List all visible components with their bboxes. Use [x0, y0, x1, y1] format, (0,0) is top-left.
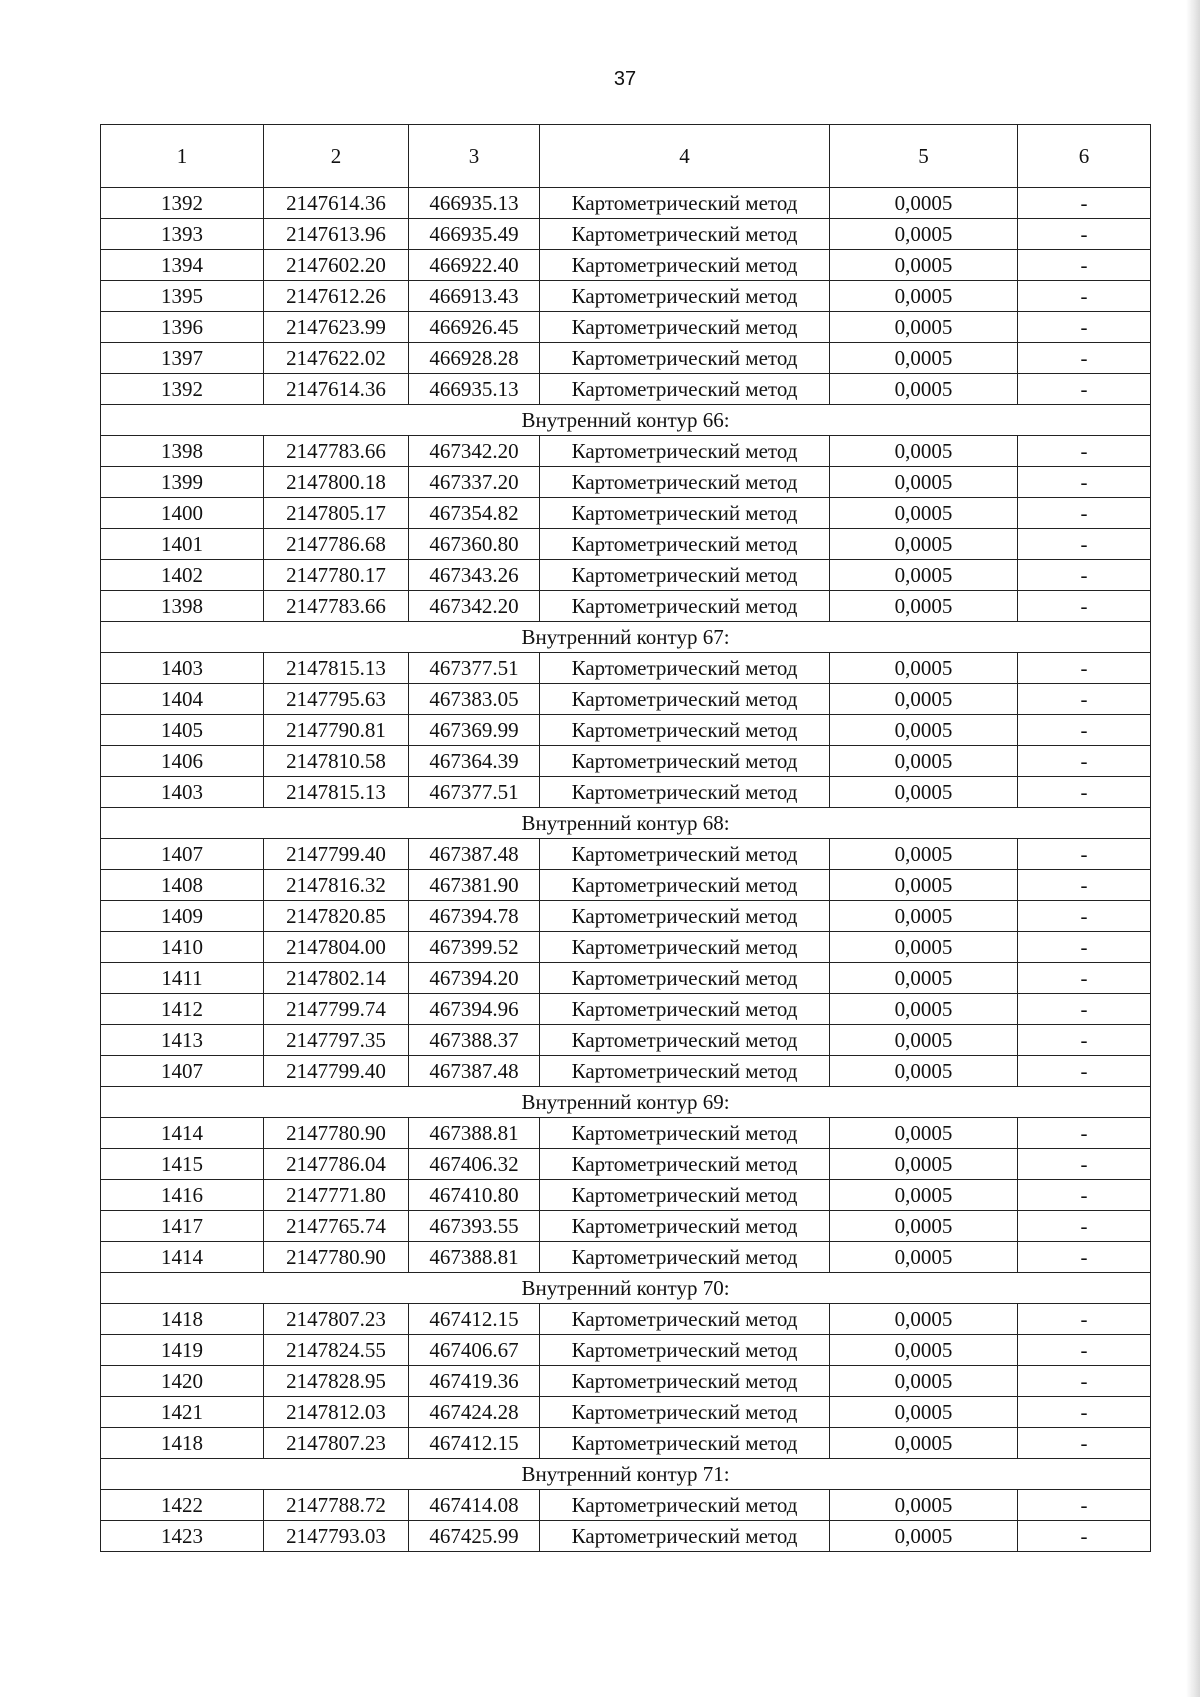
cell-y-coordinate: 467425.99	[409, 1521, 540, 1552]
table-row	[101, 777, 1151, 808]
cell-point-number: 1416	[101, 1180, 264, 1211]
cell-y-coordinate: 467412.15	[409, 1304, 540, 1335]
cell-note: -	[1018, 1118, 1151, 1149]
cell-accuracy: 0,0005	[830, 498, 1018, 529]
cell-note: -	[1018, 1366, 1151, 1397]
cell-x-coordinate: 2147771.80	[264, 1180, 409, 1211]
cell-y-coordinate: 467393.55	[409, 1211, 540, 1242]
cell-accuracy: 0,0005	[830, 591, 1018, 622]
cell-accuracy: 0,0005	[830, 281, 1018, 312]
cell-point-number: 1417	[101, 1211, 264, 1242]
cell-point-number: 1407	[101, 839, 264, 870]
cell-point-number: 1415	[101, 1149, 264, 1180]
cell-point-number: 1412	[101, 994, 264, 1025]
cell-x-coordinate: 2147786.68	[264, 529, 409, 560]
cell-x-coordinate: 2147800.18	[264, 467, 409, 498]
coordinates-table	[100, 124, 1151, 1552]
cell-note: -	[1018, 250, 1151, 281]
cell-method: Картометрический метод	[540, 1366, 830, 1397]
cell-accuracy: 0,0005	[830, 188, 1018, 219]
cell-method: Картометрический метод	[540, 1118, 830, 1149]
cell-y-coordinate: 467394.96	[409, 994, 540, 1025]
cell-y-coordinate: 467369.99	[409, 715, 540, 746]
cell-accuracy: 0,0005	[830, 219, 1018, 250]
cell-x-coordinate: 2147820.85	[264, 901, 409, 932]
section-label: Внутренний контур 66:	[101, 405, 1151, 436]
cell-note: -	[1018, 498, 1151, 529]
cell-x-coordinate: 2147807.23	[264, 1428, 409, 1459]
cell-point-number: 1409	[101, 901, 264, 932]
section-row	[101, 1273, 1151, 1304]
table-row	[101, 560, 1151, 591]
cell-point-number: 1403	[101, 777, 264, 808]
cell-method: Картометрический метод	[540, 281, 830, 312]
cell-accuracy: 0,0005	[830, 1056, 1018, 1087]
cell-method: Картометрический метод	[540, 219, 830, 250]
table-row	[101, 963, 1151, 994]
cell-note: -	[1018, 529, 1151, 560]
cell-accuracy: 0,0005	[830, 1304, 1018, 1335]
cell-method: Картометрический метод	[540, 591, 830, 622]
cell-method: Картометрический метод	[540, 498, 830, 529]
table-row	[101, 467, 1151, 498]
cell-note: -	[1018, 1304, 1151, 1335]
cell-point-number: 1393	[101, 219, 264, 250]
cell-accuracy: 0,0005	[830, 932, 1018, 963]
cell-method: Картометрический метод	[540, 963, 830, 994]
header-col-3: 3	[409, 125, 540, 188]
table-row	[101, 1118, 1151, 1149]
cell-y-coordinate: 466913.43	[409, 281, 540, 312]
cell-note: -	[1018, 1521, 1151, 1552]
cell-y-coordinate: 467419.36	[409, 1366, 540, 1397]
cell-point-number: 1422	[101, 1490, 264, 1521]
table-row	[101, 436, 1151, 467]
cell-note: -	[1018, 343, 1151, 374]
cell-accuracy: 0,0005	[830, 250, 1018, 281]
table-row	[101, 529, 1151, 560]
cell-y-coordinate: 467360.80	[409, 529, 540, 560]
cell-y-coordinate: 467354.82	[409, 498, 540, 529]
cell-y-coordinate: 467377.51	[409, 777, 540, 808]
cell-note: -	[1018, 777, 1151, 808]
cell-x-coordinate: 2147780.90	[264, 1118, 409, 1149]
cell-x-coordinate: 2147812.03	[264, 1397, 409, 1428]
cell-x-coordinate: 2147793.03	[264, 1521, 409, 1552]
cell-point-number: 1414	[101, 1242, 264, 1273]
scan-edge-shadow	[1186, 0, 1200, 1697]
table-row	[101, 1025, 1151, 1056]
cell-y-coordinate: 467342.20	[409, 591, 540, 622]
cell-y-coordinate: 467388.81	[409, 1242, 540, 1273]
cell-accuracy: 0,0005	[830, 684, 1018, 715]
section-row	[101, 1459, 1151, 1490]
cell-y-coordinate: 467414.08	[409, 1490, 540, 1521]
coordinates-table-container	[100, 124, 1150, 1552]
cell-note: -	[1018, 839, 1151, 870]
cell-point-number: 1419	[101, 1335, 264, 1366]
cell-method: Картометрический метод	[540, 1304, 830, 1335]
cell-y-coordinate: 467410.80	[409, 1180, 540, 1211]
table-row	[101, 498, 1151, 529]
cell-x-coordinate: 2147786.04	[264, 1149, 409, 1180]
cell-note: -	[1018, 1428, 1151, 1459]
cell-accuracy: 0,0005	[830, 529, 1018, 560]
cell-x-coordinate: 2147614.36	[264, 374, 409, 405]
cell-x-coordinate: 2147783.66	[264, 591, 409, 622]
cell-accuracy: 0,0005	[830, 746, 1018, 777]
table-row	[101, 281, 1151, 312]
cell-accuracy: 0,0005	[830, 374, 1018, 405]
table-row	[101, 1335, 1151, 1366]
cell-accuracy: 0,0005	[830, 1490, 1018, 1521]
cell-y-coordinate: 467343.26	[409, 560, 540, 591]
cell-y-coordinate: 467364.39	[409, 746, 540, 777]
cell-method: Картометрический метод	[540, 839, 830, 870]
cell-method: Картометрический метод	[540, 684, 830, 715]
cell-y-coordinate: 467394.78	[409, 901, 540, 932]
table-row	[101, 250, 1151, 281]
cell-x-coordinate: 2147828.95	[264, 1366, 409, 1397]
cell-accuracy: 0,0005	[830, 901, 1018, 932]
cell-accuracy: 0,0005	[830, 1335, 1018, 1366]
section-label: Внутренний контур 70:	[101, 1273, 1151, 1304]
section-label: Внутренний контур 69:	[101, 1087, 1151, 1118]
table-row	[101, 591, 1151, 622]
cell-point-number: 1392	[101, 188, 264, 219]
cell-x-coordinate: 2147602.20	[264, 250, 409, 281]
header-row	[101, 125, 1151, 188]
cell-point-number: 1410	[101, 932, 264, 963]
cell-note: -	[1018, 963, 1151, 994]
section-row	[101, 1087, 1151, 1118]
table-row	[101, 1180, 1151, 1211]
cell-accuracy: 0,0005	[830, 436, 1018, 467]
cell-y-coordinate: 467406.32	[409, 1149, 540, 1180]
cell-note: -	[1018, 1025, 1151, 1056]
cell-note: -	[1018, 932, 1151, 963]
cell-method: Картометрический метод	[540, 1211, 830, 1242]
cell-accuracy: 0,0005	[830, 1180, 1018, 1211]
table-body	[101, 188, 1151, 1552]
cell-note: -	[1018, 560, 1151, 591]
cell-note: -	[1018, 436, 1151, 467]
cell-method: Картометрический метод	[540, 1242, 830, 1273]
cell-y-coordinate: 466922.40	[409, 250, 540, 281]
cell-note: -	[1018, 281, 1151, 312]
cell-method: Картометрический метод	[540, 653, 830, 684]
cell-point-number: 1408	[101, 870, 264, 901]
cell-y-coordinate: 466926.45	[409, 312, 540, 343]
cell-point-number: 1400	[101, 498, 264, 529]
cell-x-coordinate: 2147824.55	[264, 1335, 409, 1366]
cell-note: -	[1018, 1180, 1151, 1211]
cell-method: Картометрический метод	[540, 188, 830, 219]
cell-x-coordinate: 2147816.32	[264, 870, 409, 901]
table-row	[101, 932, 1151, 963]
cell-point-number: 1401	[101, 529, 264, 560]
cell-method: Картометрический метод	[540, 529, 830, 560]
cell-method: Картометрический метод	[540, 250, 830, 281]
cell-note: -	[1018, 746, 1151, 777]
cell-x-coordinate: 2147780.17	[264, 560, 409, 591]
table-row	[101, 188, 1151, 219]
cell-method: Картометрический метод	[540, 1056, 830, 1087]
cell-x-coordinate: 2147790.81	[264, 715, 409, 746]
cell-x-coordinate: 2147623.99	[264, 312, 409, 343]
cell-method: Картометрический метод	[540, 746, 830, 777]
cell-x-coordinate: 2147780.90	[264, 1242, 409, 1273]
cell-accuracy: 0,0005	[830, 1397, 1018, 1428]
table-row	[101, 312, 1151, 343]
cell-method: Картометрический метод	[540, 436, 830, 467]
section-label: Внутренний контур 67:	[101, 622, 1151, 653]
cell-x-coordinate: 2147614.36	[264, 188, 409, 219]
cell-x-coordinate: 2147815.13	[264, 653, 409, 684]
table-row	[101, 839, 1151, 870]
table-row	[101, 1056, 1151, 1087]
cell-y-coordinate: 467377.51	[409, 653, 540, 684]
cell-note: -	[1018, 591, 1151, 622]
table-header	[101, 125, 1151, 188]
cell-point-number: 1399	[101, 467, 264, 498]
cell-accuracy: 0,0005	[830, 963, 1018, 994]
cell-x-coordinate: 2147612.26	[264, 281, 409, 312]
cell-method: Картометрический метод	[540, 343, 830, 374]
cell-x-coordinate: 2147802.14	[264, 963, 409, 994]
cell-x-coordinate: 2147807.23	[264, 1304, 409, 1335]
cell-y-coordinate: 466928.28	[409, 343, 540, 374]
cell-x-coordinate: 2147613.96	[264, 219, 409, 250]
section-label: Внутренний контур 68:	[101, 808, 1151, 839]
cell-accuracy: 0,0005	[830, 870, 1018, 901]
cell-accuracy: 0,0005	[830, 1521, 1018, 1552]
header-col-1: 1	[101, 125, 264, 188]
cell-accuracy: 0,0005	[830, 343, 1018, 374]
cell-accuracy: 0,0005	[830, 1149, 1018, 1180]
header-col-6: 6	[1018, 125, 1151, 188]
header-col-5: 5	[830, 125, 1018, 188]
cell-note: -	[1018, 715, 1151, 746]
cell-accuracy: 0,0005	[830, 653, 1018, 684]
table-row	[101, 684, 1151, 715]
cell-point-number: 1398	[101, 591, 264, 622]
table-row	[101, 1428, 1151, 1459]
cell-x-coordinate: 2147797.35	[264, 1025, 409, 1056]
cell-note: -	[1018, 374, 1151, 405]
cell-method: Картометрический метод	[540, 560, 830, 591]
cell-x-coordinate: 2147804.00	[264, 932, 409, 963]
cell-x-coordinate: 2147795.63	[264, 684, 409, 715]
cell-y-coordinate: 467399.52	[409, 932, 540, 963]
table-row	[101, 1521, 1151, 1552]
cell-point-number: 1404	[101, 684, 264, 715]
cell-note: -	[1018, 219, 1151, 250]
table-row	[101, 1366, 1151, 1397]
cell-accuracy: 0,0005	[830, 1242, 1018, 1273]
cell-accuracy: 0,0005	[830, 777, 1018, 808]
cell-point-number: 1406	[101, 746, 264, 777]
cell-accuracy: 0,0005	[830, 1428, 1018, 1459]
cell-point-number: 1420	[101, 1366, 264, 1397]
table-row	[101, 901, 1151, 932]
cell-method: Картометрический метод	[540, 1490, 830, 1521]
section-row	[101, 622, 1151, 653]
cell-x-coordinate: 2147622.02	[264, 343, 409, 374]
header-col-4: 4	[540, 125, 830, 188]
cell-method: Картометрический метод	[540, 374, 830, 405]
cell-point-number: 1398	[101, 436, 264, 467]
cell-x-coordinate: 2147799.40	[264, 1056, 409, 1087]
cell-note: -	[1018, 1335, 1151, 1366]
table-row	[101, 374, 1151, 405]
cell-note: -	[1018, 1056, 1151, 1087]
section-row	[101, 808, 1151, 839]
cell-y-coordinate: 466935.13	[409, 374, 540, 405]
cell-y-coordinate: 467388.37	[409, 1025, 540, 1056]
cell-y-coordinate: 467424.28	[409, 1397, 540, 1428]
cell-x-coordinate: 2147810.58	[264, 746, 409, 777]
cell-y-coordinate: 466935.49	[409, 219, 540, 250]
cell-y-coordinate: 467388.81	[409, 1118, 540, 1149]
cell-x-coordinate: 2147815.13	[264, 777, 409, 808]
cell-note: -	[1018, 188, 1151, 219]
cell-accuracy: 0,0005	[830, 312, 1018, 343]
cell-method: Картометрический метод	[540, 1180, 830, 1211]
cell-accuracy: 0,0005	[830, 467, 1018, 498]
cell-note: -	[1018, 1242, 1151, 1273]
cell-note: -	[1018, 1211, 1151, 1242]
table-row	[101, 1397, 1151, 1428]
cell-note: -	[1018, 901, 1151, 932]
table-row	[101, 653, 1151, 684]
table-row	[101, 870, 1151, 901]
table-row	[101, 746, 1151, 777]
cell-point-number: 1418	[101, 1428, 264, 1459]
section-label: Внутренний контур 71:	[101, 1459, 1151, 1490]
table-row	[101, 1149, 1151, 1180]
page-number: 37	[613, 68, 637, 90]
cell-method: Картометрический метод	[540, 715, 830, 746]
cell-x-coordinate: 2147799.40	[264, 839, 409, 870]
cell-method: Картометрический метод	[540, 901, 830, 932]
cell-point-number: 1421	[101, 1397, 264, 1428]
table-row	[101, 994, 1151, 1025]
cell-point-number: 1423	[101, 1521, 264, 1552]
cell-x-coordinate: 2147805.17	[264, 498, 409, 529]
cell-y-coordinate: 467337.20	[409, 467, 540, 498]
cell-y-coordinate: 467387.48	[409, 1056, 540, 1087]
cell-point-number: 1402	[101, 560, 264, 591]
cell-point-number: 1418	[101, 1304, 264, 1335]
cell-note: -	[1018, 1397, 1151, 1428]
cell-accuracy: 0,0005	[830, 560, 1018, 591]
cell-note: -	[1018, 1490, 1151, 1521]
cell-x-coordinate: 2147788.72	[264, 1490, 409, 1521]
table-row	[101, 1304, 1151, 1335]
table-row	[101, 1490, 1151, 1521]
cell-point-number: 1394	[101, 250, 264, 281]
cell-point-number: 1392	[101, 374, 264, 405]
cell-point-number: 1395	[101, 281, 264, 312]
cell-accuracy: 0,0005	[830, 715, 1018, 746]
cell-accuracy: 0,0005	[830, 994, 1018, 1025]
cell-method: Картометрический метод	[540, 932, 830, 963]
cell-accuracy: 0,0005	[830, 1366, 1018, 1397]
cell-y-coordinate: 467406.67	[409, 1335, 540, 1366]
cell-note: -	[1018, 870, 1151, 901]
cell-note: -	[1018, 312, 1151, 343]
cell-accuracy: 0,0005	[830, 1118, 1018, 1149]
cell-method: Картометрический метод	[540, 1397, 830, 1428]
header-col-2: 2	[264, 125, 409, 188]
cell-point-number: 1414	[101, 1118, 264, 1149]
cell-y-coordinate: 467412.15	[409, 1428, 540, 1459]
cell-point-number: 1411	[101, 963, 264, 994]
cell-note: -	[1018, 994, 1151, 1025]
cell-x-coordinate: 2147783.66	[264, 436, 409, 467]
cell-point-number: 1407	[101, 1056, 264, 1087]
cell-y-coordinate: 467387.48	[409, 839, 540, 870]
cell-point-number: 1396	[101, 312, 264, 343]
cell-x-coordinate: 2147799.74	[264, 994, 409, 1025]
cell-y-coordinate: 466935.13	[409, 188, 540, 219]
cell-y-coordinate: 467342.20	[409, 436, 540, 467]
cell-method: Картометрический метод	[540, 994, 830, 1025]
cell-method: Картометрический метод	[540, 467, 830, 498]
cell-method: Картометрический метод	[540, 312, 830, 343]
cell-method: Картометрический метод	[540, 1521, 830, 1552]
cell-y-coordinate: 467383.05	[409, 684, 540, 715]
table-row	[101, 219, 1151, 250]
cell-y-coordinate: 467394.20	[409, 963, 540, 994]
cell-method: Картометрический метод	[540, 777, 830, 808]
cell-note: -	[1018, 467, 1151, 498]
cell-method: Картометрический метод	[540, 1025, 830, 1056]
cell-y-coordinate: 467381.90	[409, 870, 540, 901]
cell-accuracy: 0,0005	[830, 1025, 1018, 1056]
cell-method: Картометрический метод	[540, 870, 830, 901]
table-row	[101, 715, 1151, 746]
cell-point-number: 1413	[101, 1025, 264, 1056]
table-row	[101, 343, 1151, 374]
cell-method: Картометрический метод	[540, 1149, 830, 1180]
cell-point-number: 1403	[101, 653, 264, 684]
cell-accuracy: 0,0005	[830, 1211, 1018, 1242]
table-row	[101, 1211, 1151, 1242]
cell-method: Картометрический метод	[540, 1428, 830, 1459]
cell-point-number: 1397	[101, 343, 264, 374]
cell-note: -	[1018, 1149, 1151, 1180]
cell-method: Картометрический метод	[540, 1335, 830, 1366]
cell-note: -	[1018, 684, 1151, 715]
cell-accuracy: 0,0005	[830, 839, 1018, 870]
section-row	[101, 405, 1151, 436]
cell-point-number: 1405	[101, 715, 264, 746]
cell-note: -	[1018, 653, 1151, 684]
table-row	[101, 1242, 1151, 1273]
cell-x-coordinate: 2147765.74	[264, 1211, 409, 1242]
